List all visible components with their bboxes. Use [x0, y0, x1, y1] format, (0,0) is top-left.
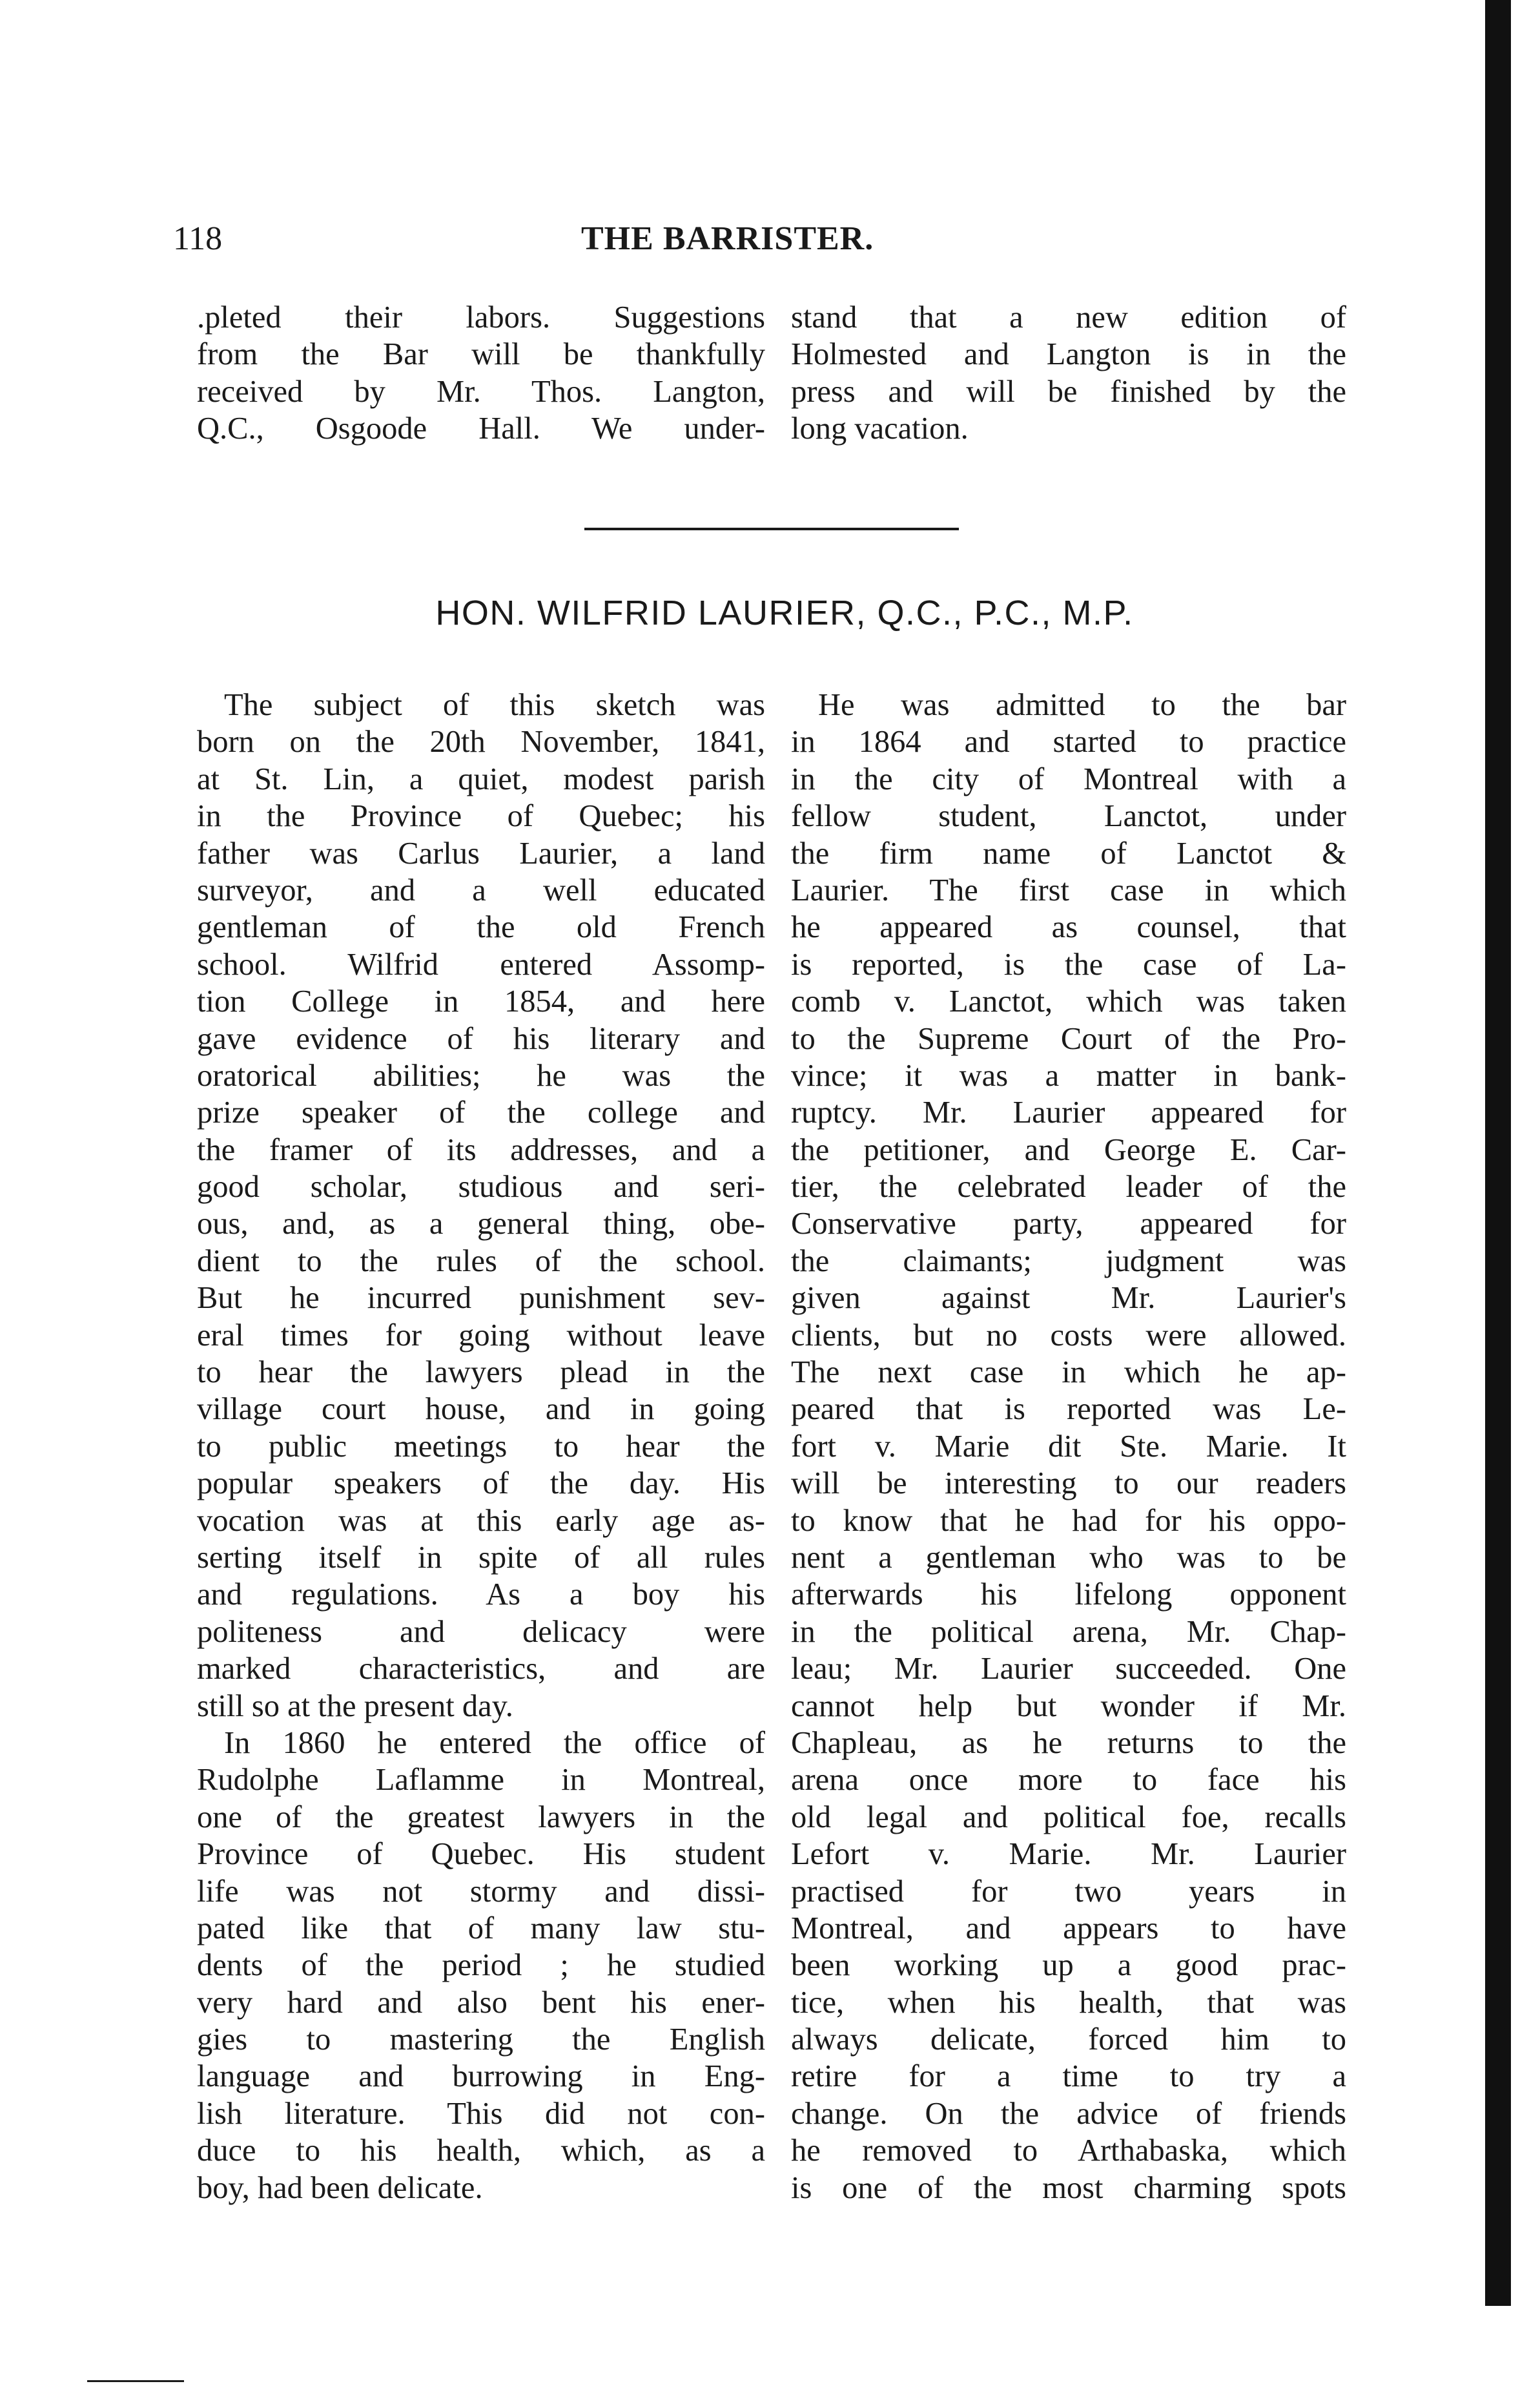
text-line: popular speakers of the day. His [197, 1466, 765, 1501]
text-line: fellow student, Lanctot, under [791, 799, 1346, 834]
text-line: arena once more to face his [791, 1763, 1346, 1798]
text-line: retire for a time to try a [791, 2059, 1346, 2094]
text-line: ruptcy. Mr. Laurier appeared for [791, 1095, 1346, 1130]
text-line: Laurier. The first case in which [791, 873, 1346, 907]
footer-rule [87, 2380, 184, 2382]
text-line: gave evidence of his literary and [197, 1021, 765, 1056]
text-line: Q.C., Osgoode Hall. We under- [197, 411, 765, 446]
text-line: received by Mr. Thos. Langton, [197, 374, 765, 409]
text-line: is reported, is the case of La- [791, 947, 1346, 982]
text-line: in the political arena, Mr. Chap- [791, 1614, 1346, 1649]
text-line: duce to his health, which, as a [197, 2133, 765, 2168]
text-line: school. Wilfrid entered Assomp- [197, 947, 765, 982]
text-line: .pleted their labors. Suggestions [197, 300, 765, 335]
text-line: always delicate, forced him to [791, 2022, 1346, 2057]
text-line: afterwards his lifelong opponent [791, 1577, 1346, 1612]
text-line: born on the 20th November, 1841, [197, 725, 765, 760]
text-line: ous, and, as a general thing, obe- [197, 1207, 765, 1241]
text-line: He was admitted to the bar [818, 688, 1346, 722]
text-line: fort v. Marie dit Ste. Marie. It [791, 1429, 1346, 1464]
text-line: peared that is reported was Le- [791, 1392, 1346, 1427]
text-line: at St. Lin, a quiet, modest parish [197, 762, 765, 796]
text-line: dents of the period ; he studied [197, 1948, 765, 1983]
text-line: Conservative party, appeared for [791, 1207, 1346, 1241]
text-line: to public meetings to hear the [197, 1429, 765, 1464]
text-line: and regulations. As a boy his [197, 1577, 765, 1612]
text-line: change. On the advice of friends [791, 2096, 1346, 2131]
text-line: to know that he had for his oppo- [791, 1503, 1346, 1538]
article-left-column [197, 687, 765, 2206]
running-title: THE BARRISTER. [581, 220, 874, 257]
text-line: Lefort v. Marie. Mr. Laurier [791, 1837, 1346, 1872]
text-line: vince; it was a matter in bank- [791, 1058, 1346, 1093]
text-line: to the Supreme Court of the Pro- [791, 1021, 1346, 1056]
text-line: village court house, and in going [197, 1392, 765, 1427]
text-line: practised for two years in [791, 1874, 1346, 1909]
text-line: eral times for going without leave [197, 1318, 765, 1353]
text-line: is one of the most charming spots [791, 2170, 1346, 2205]
text-line: The subject of this sketch was [224, 688, 765, 722]
text-line: will be interesting to our readers [791, 1466, 1346, 1501]
text-line: the petitioner, and George E. Car- [791, 1132, 1346, 1167]
text-line: gentleman of the old French [197, 910, 765, 945]
text-line: pated like that of many law stu- [197, 1911, 765, 1945]
text-line: press and will be finished by the [791, 374, 1346, 409]
top-right-column [791, 299, 1346, 448]
text-line: But he incurred punishment sev- [197, 1281, 765, 1316]
text-line: prize speaker of the college and [197, 1095, 765, 1130]
text-line: he removed to Arthabaska, which [791, 2133, 1346, 2168]
text-line: Rudolphe Laflamme in Montreal, [197, 1763, 765, 1798]
text-line: surveyor, and a well educated [197, 873, 765, 907]
text-line: given against Mr. Laurier's [791, 1281, 1346, 1316]
text-line: language and burrowing in Eng- [197, 2059, 765, 2094]
text-line: from the Bar will be thankfully [197, 337, 765, 372]
text-line: tion College in 1854, and here [197, 984, 765, 1019]
text-line: lish literature. This did not con- [197, 2096, 765, 2131]
text-line: gies to mastering the English [197, 2022, 765, 2057]
text-line: old legal and political foe, recalls [791, 1799, 1346, 1834]
text-line: in the city of Montreal with a [791, 762, 1346, 796]
text-line: Chapleau, as he returns to the [791, 1725, 1346, 1760]
text-line: very hard and also bent his ener- [197, 1985, 765, 2020]
text-line: one of the greatest lawyers in the [197, 1799, 765, 1834]
text-line: boy, had been delicate. [197, 2170, 483, 2205]
text-line: he appeared as counsel, that [791, 910, 1346, 945]
text-line: dient to the rules of the school. [197, 1243, 765, 1278]
text-line: the claimants; judgment was [791, 1243, 1346, 1278]
text-line: life was not stormy and dissi- [197, 1874, 765, 1909]
text-line: the framer of its addresses, and a [197, 1132, 765, 1167]
text-line: in the Province of Quebec; his [197, 799, 765, 834]
page-number: 118 [173, 220, 223, 257]
page-binding-edge [1485, 0, 1511, 2306]
section-divider [584, 528, 959, 530]
text-line: marked characteristics, and are [197, 1652, 765, 1686]
text-line: good scholar, studious and seri- [197, 1170, 765, 1205]
text-line: long vacation. [791, 411, 969, 446]
text-line: stand that a new edition of [791, 300, 1346, 335]
text-line: oratorical abilities; he was the [197, 1058, 765, 1093]
text-line: Holmested and Langton is in the [791, 337, 1346, 372]
text-line: leau; Mr. Laurier succeeded. One [791, 1652, 1346, 1686]
text-line: clients, but no costs were allowed. [791, 1318, 1346, 1353]
text-line: Montreal, and appears to have [791, 1911, 1346, 1945]
text-line: the firm name of Lanctot & [791, 836, 1346, 871]
text-line: nent a gentleman who was to be [791, 1540, 1346, 1575]
article-right-column [791, 687, 1346, 2206]
text-line: serting itself in spite of all rules [197, 1540, 765, 1575]
text-line: vocation was at this early age as- [197, 1503, 765, 1538]
text-line: Province of Quebec. His student [197, 1837, 765, 1872]
text-line: been working up a good prac- [791, 1948, 1346, 1983]
text-line: to hear the lawyers plead in the [197, 1355, 765, 1390]
text-line: In 1860 he entered the office of [224, 1725, 765, 1760]
text-line: in 1864 and started to practice [791, 725, 1346, 760]
text-line: tier, the celebrated leader of the [791, 1170, 1346, 1205]
text-line: tice, when his health, that was [791, 1985, 1346, 2020]
text-line: still so at the present day. [197, 1688, 513, 1723]
text-line: cannot help but wonder if Mr. [791, 1688, 1346, 1723]
article-title: HON. WILFRID LAURIER, Q.C., P.C., M.P. [435, 594, 1134, 632]
text-line: The next case in which he ap- [791, 1355, 1346, 1390]
text-line: father was Carlus Laurier, a land [197, 836, 765, 871]
text-line: politeness and delicacy were [197, 1614, 765, 1649]
text-line: comb v. Lanctot, which was taken [791, 984, 1346, 1019]
top-left-column [197, 299, 765, 448]
